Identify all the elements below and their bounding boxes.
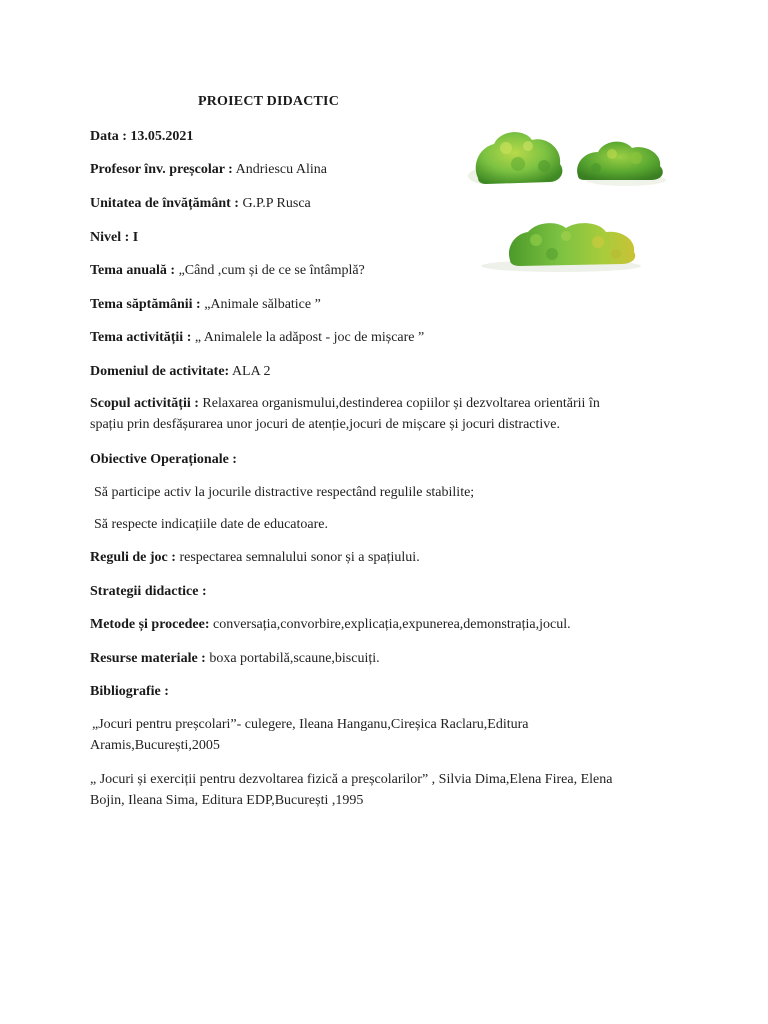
- bibliography-ref-1: „Jocuri pentru preșcolari”- culegere, Ileana Hanganu,Cireșica Raclaru,Editura Aramis,București,2005: [90, 717, 529, 753]
- purpose-label: Scopul activității :: [90, 396, 199, 411]
- methods-label: Metode și procedee:: [90, 617, 210, 632]
- level-label: Nivel : I: [90, 230, 139, 245]
- strategies-line: [90, 582, 207, 601]
- rules-line: [90, 548, 420, 567]
- purpose-text-line2: spațiu prin desfășurarea unor jocuri de atenție,jocuri de mișcare și jocuri distractive.: [90, 417, 560, 432]
- resources-label: Resurse materiale :: [90, 651, 206, 666]
- purpose-paragraph: [90, 393, 670, 435]
- school-value: G.P.P Rusca: [242, 196, 311, 211]
- weekly-theme-label: Tema săptămânii :: [90, 297, 201, 312]
- domain-label: Domeniul de activitate:: [90, 364, 230, 379]
- bibliography-ref-2: „ Jocuri și exerciții pentru dezvoltarea fizică a preșcolarilor” , Silvia Dima,Elena Firea, Elena Bojin, Ileana Sima, Editura EDP,București ,1995: [90, 772, 613, 808]
- weekly-theme-value: „Animale sălbatice ”: [204, 297, 321, 312]
- bibliography-line: [90, 682, 169, 701]
- rules-label: Reguli de joc :: [90, 550, 176, 565]
- objective-item: Să respecte indicațiile date de educatoare.: [94, 517, 328, 532]
- objective-item: Să participe activ la jocurile distractive respectând regulile stabilite;: [94, 485, 475, 500]
- methods-line: [90, 615, 571, 634]
- annual-theme-value: „Când ,cum și de ce se întâmplă?: [178, 263, 365, 278]
- school-line: [90, 194, 311, 213]
- annual-theme-label: Tema anuală :: [90, 263, 176, 278]
- teacher-label: Profesor înv. preșcolar :: [90, 162, 233, 177]
- resources-value: boxa portabilă,scaune,biscuiți.: [209, 651, 380, 666]
- level-line: [90, 228, 138, 247]
- teacher-value: Andriescu Alina: [235, 162, 327, 177]
- school-label: Unitatea de învățământ :: [90, 196, 239, 211]
- bibliography-label: Bibliografie :: [90, 684, 169, 699]
- activity-theme-label: Tema activității :: [90, 330, 192, 345]
- rules-value: respectarea semnalului sonor și a spațiului.: [179, 550, 420, 565]
- activity-theme-line: [90, 328, 424, 347]
- date-label: Data : 13.05.2021: [90, 129, 194, 144]
- methods-value: conversația,convorbire,explicația,expunerea,demonstrația,jocul.: [212, 617, 571, 632]
- document-title: PROIECT DIDACTIC: [198, 94, 340, 109]
- objectives-label: Obiective Operaționale :: [90, 452, 237, 467]
- green-bushes-icon: [466, 118, 676, 278]
- domain-value: ALA 2: [231, 364, 271, 379]
- teacher-line: [90, 160, 327, 179]
- purpose-text-line1: Relaxarea organismului,destinderea copiilor și dezvoltarea orientării în: [202, 396, 600, 411]
- annual-theme-line: [90, 261, 365, 280]
- activity-theme-value: „ Animalele la adăpost - joc de mișcare ”: [194, 330, 425, 345]
- date-line: [90, 127, 193, 146]
- bush-3-icon: [481, 223, 641, 272]
- weekly-theme-line: [90, 295, 321, 314]
- bush-1-icon: [468, 132, 562, 184]
- resources-line: [90, 649, 380, 668]
- domain-line: [90, 362, 270, 381]
- strategies-label: Strategii didactice :: [90, 584, 207, 599]
- bush-2-icon: [577, 142, 666, 186]
- objectives-line: [90, 450, 237, 469]
